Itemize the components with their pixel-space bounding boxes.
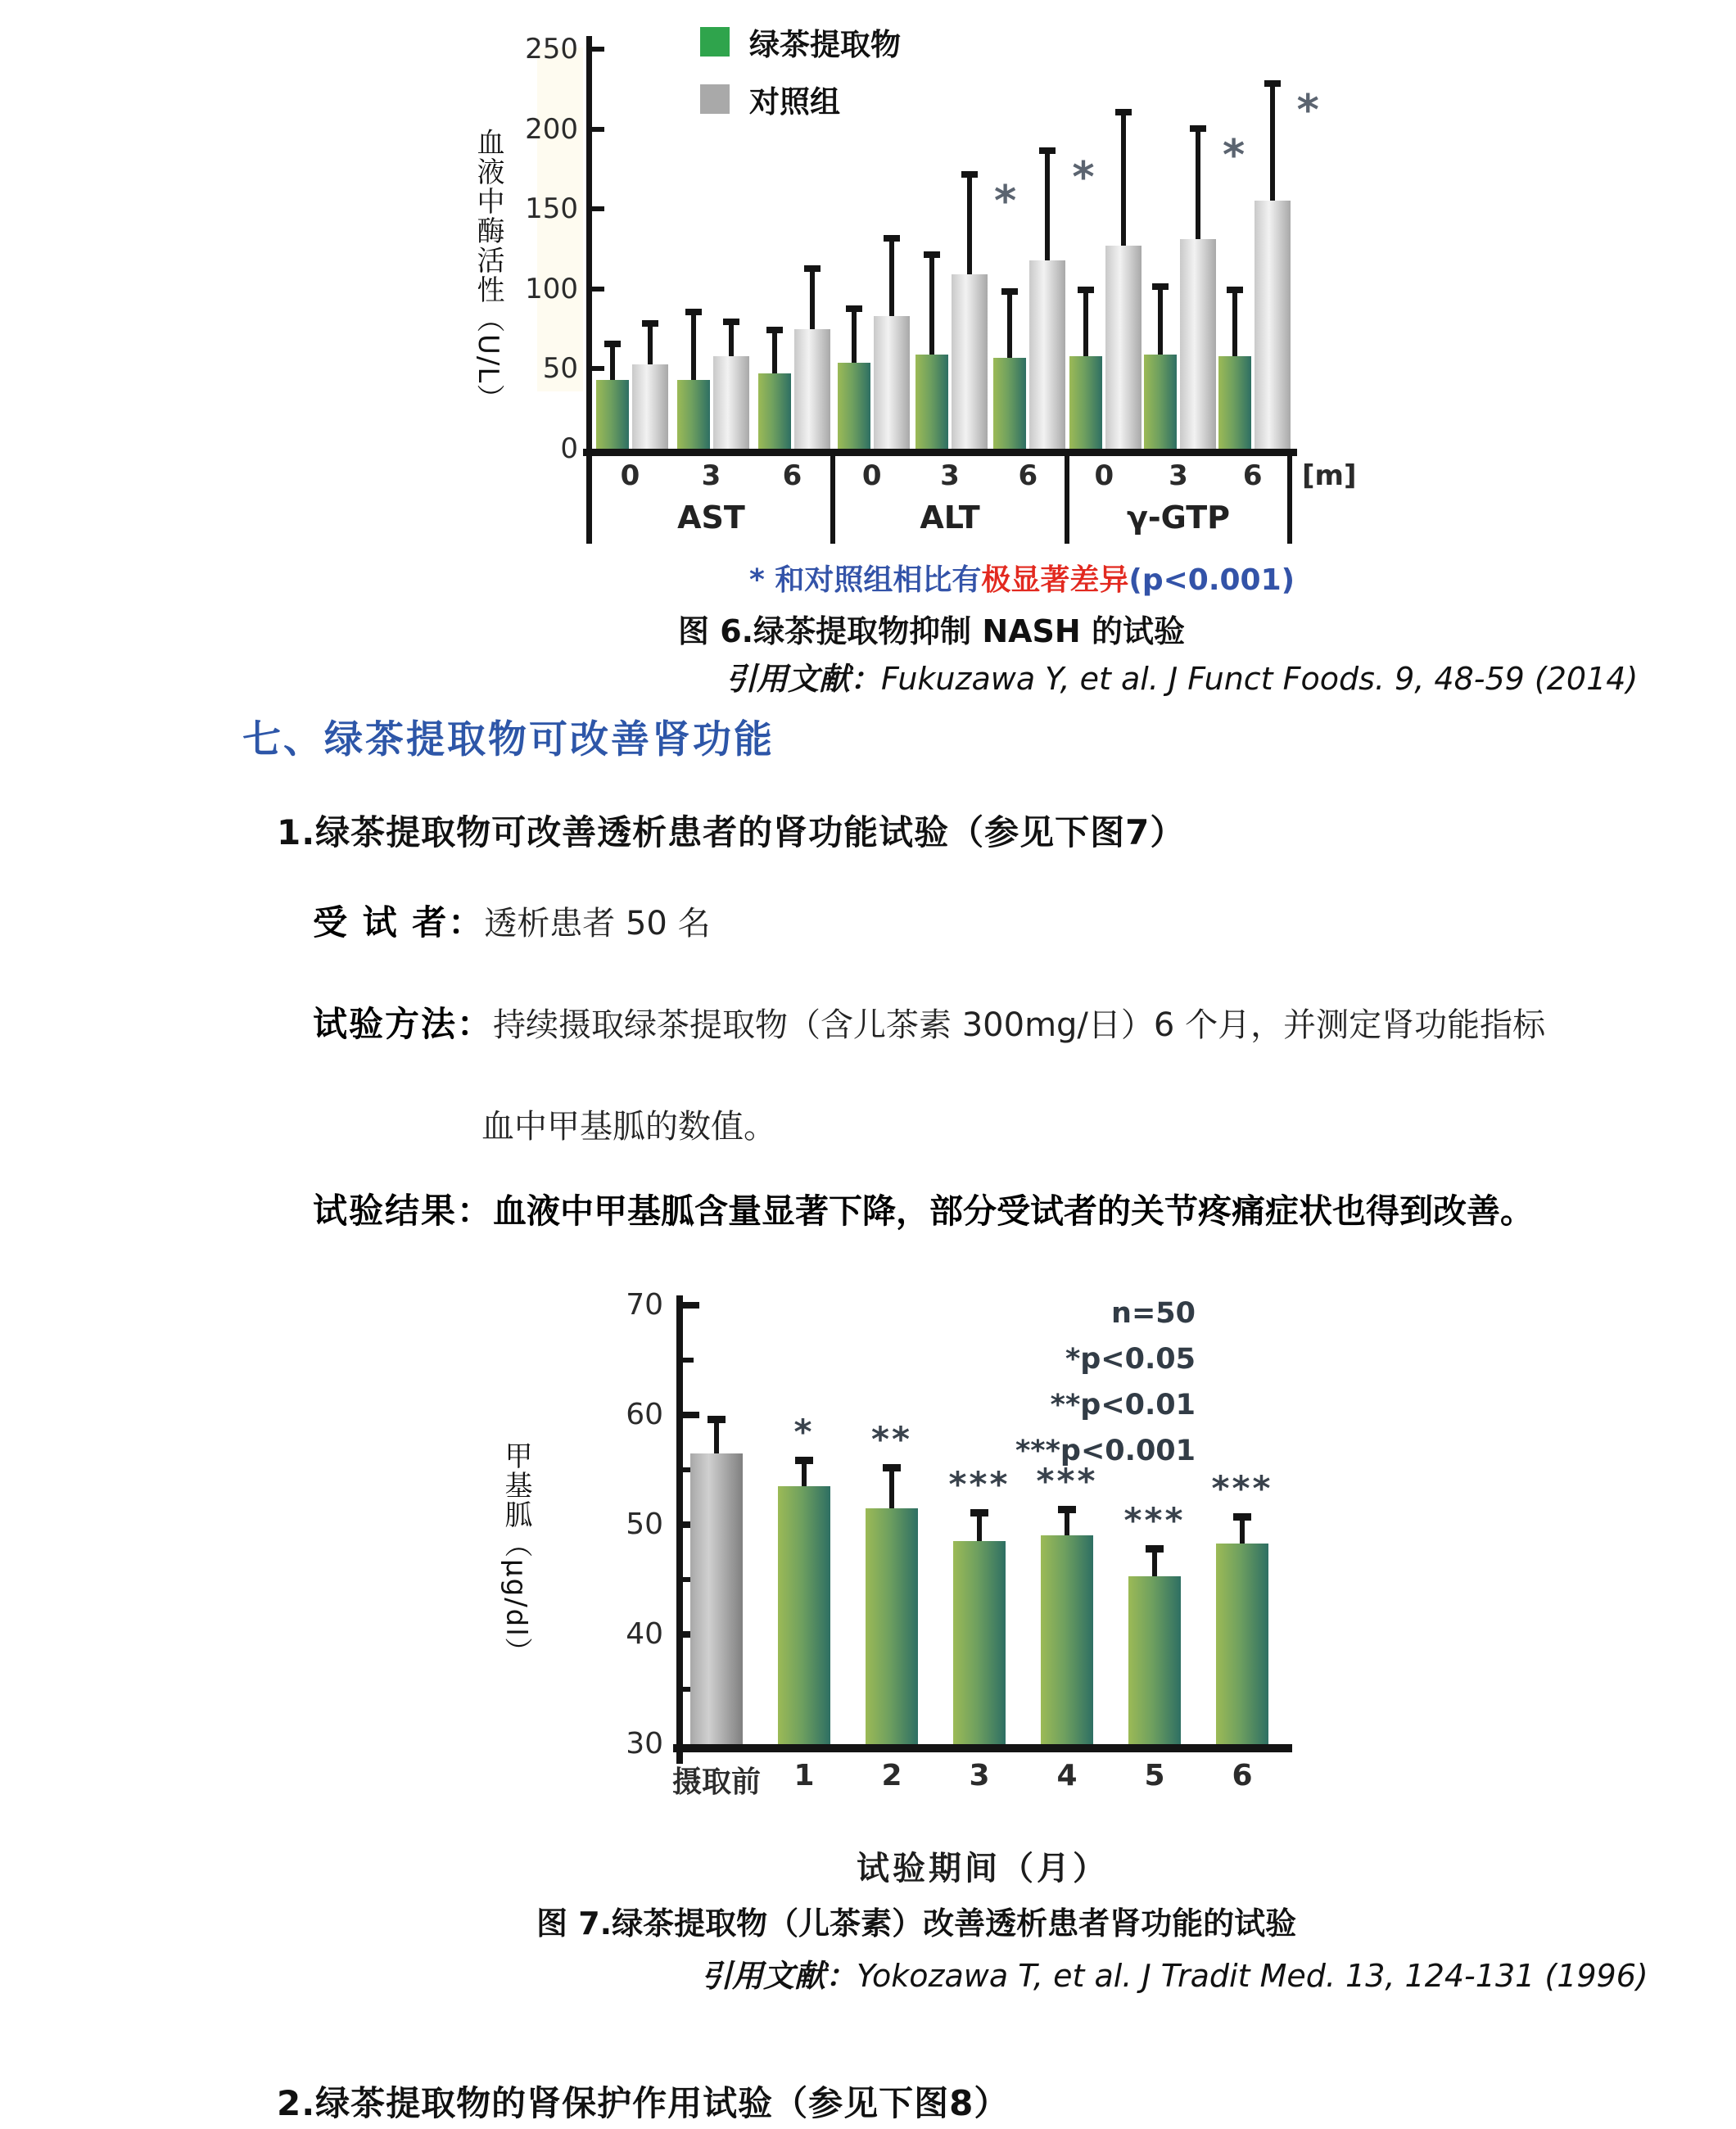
bar-month-4	[1041, 1535, 1093, 1744]
figure6-citation	[726, 653, 1638, 698]
error-bar-cap	[685, 309, 702, 315]
subjects-label: 受 试 者：	[313, 902, 485, 942]
group-label: γ-GTP	[1127, 499, 1230, 536]
error-bar-cap	[1227, 287, 1243, 293]
error-bar-cap	[1039, 147, 1056, 154]
bar-control	[1105, 246, 1142, 449]
month-tick-label: 3	[701, 459, 721, 492]
y-tick	[592, 127, 604, 132]
citation-text: Fukuzawa Y, et al. J Funct Foods. 9, 48-59 (2014)	[881, 661, 1639, 697]
month-tick-label: 3	[940, 459, 960, 492]
x-tick-label: 1	[793, 1759, 815, 1792]
method-value: 持续摄取绿茶提取物（含儿茶素 300mg/日）6 个月，并测定肾功能指标	[493, 1006, 1546, 1044]
error-bar-line	[1083, 289, 1088, 356]
bar-control	[794, 329, 830, 449]
y-tick-major	[683, 1302, 699, 1309]
error-bar-cap	[1115, 109, 1132, 115]
month-tick-label: 3	[1169, 459, 1188, 492]
significance-asterisks: ***	[1123, 1500, 1186, 1541]
y-tick-label: 150	[525, 192, 578, 226]
significance-asterisks: ***	[1211, 1468, 1273, 1509]
y-tick-label: 70	[626, 1288, 663, 1322]
y-tick-label: 200	[525, 112, 578, 146]
annotation-n: n=50	[1111, 1297, 1196, 1330]
error-bar-cap	[604, 341, 621, 347]
error-bar-line	[1158, 286, 1163, 355]
group-label: ALT	[920, 499, 980, 536]
month-tick-label: 0	[861, 459, 882, 492]
y-tick-label: 50	[626, 1507, 663, 1541]
error-bar-line	[1196, 128, 1200, 240]
figure6-chart	[459, 15, 1357, 555]
figure6-significance-note: * 和对照组相比有极显著差异(p<0.001)	[749, 563, 1295, 597]
bar-green-tea	[1218, 356, 1251, 449]
trial2-title: 2.绿茶提取物的肾保护作用试验（参见下图8）	[277, 2083, 1010, 2123]
y-axis-line	[676, 1295, 683, 1764]
figure7-citation	[701, 1950, 1648, 1996]
significance-asterisk: *	[1072, 152, 1095, 202]
y-tick	[592, 47, 604, 52]
error-bar-line	[889, 237, 894, 316]
figure7-y-axis-label: 甲基胍（μg/dl）	[500, 1441, 532, 1667]
significance-asterisk: *	[1296, 85, 1319, 135]
month-tick-label: 0	[620, 459, 640, 492]
y-tick-label: 40	[626, 1617, 663, 1651]
method-label: 试验方法：	[313, 1004, 494, 1044]
error-bar-line	[1121, 111, 1126, 246]
legend-swatch-green	[700, 27, 730, 57]
subjects-value: 透析患者 50 名	[484, 905, 711, 942]
y-tick-label: 30	[626, 1727, 663, 1761]
x-tick-label: 3	[969, 1759, 990, 1792]
month-tick-label: 0	[1094, 459, 1114, 492]
error-bar-line	[967, 174, 972, 274]
error-bar-line	[729, 321, 734, 356]
figure7-caption: 图 7.绿茶提取物（儿茶素）改善透析患者肾功能的试验	[536, 1905, 1297, 1941]
error-bar-line	[1232, 289, 1237, 356]
bar-control	[1029, 260, 1065, 449]
error-bar-cap	[1190, 125, 1206, 132]
error-bar-cap	[708, 1416, 726, 1423]
y-tick-label: 0	[560, 432, 578, 465]
significance-asterisks: ***	[948, 1463, 1010, 1504]
legend-label: 对照组	[749, 84, 840, 120]
figure7-chart	[459, 1284, 1351, 1808]
significance-asterisks: *	[793, 1411, 815, 1452]
bar-month-2	[866, 1508, 918, 1744]
significance-asterisks: ***	[1036, 1460, 1098, 1501]
y-axis-line	[586, 36, 592, 544]
method-line	[313, 997, 1545, 1046]
bar-green-tea	[758, 373, 791, 449]
error-bar-cap	[884, 235, 900, 242]
bar-control	[632, 364, 668, 449]
bar-green-tea	[993, 358, 1026, 449]
y-tick	[592, 366, 604, 371]
y-tick-minor	[683, 1358, 694, 1363]
error-bar-cap	[642, 320, 658, 327]
bar-month-3	[953, 1541, 1006, 1744]
significance-asterisk: *	[994, 177, 1017, 227]
bar-green-tea	[1144, 355, 1177, 449]
error-bar-cap	[1001, 288, 1018, 295]
legend-swatch-gray	[700, 84, 730, 114]
citation-label: 引用文献：	[726, 661, 882, 697]
annotation-p005: *p<0.05	[1065, 1343, 1196, 1376]
x-tick-label: 4	[1056, 1759, 1078, 1792]
error-bar-cap	[1233, 1513, 1251, 1521]
month-tick-label: 6	[782, 459, 802, 492]
month-tick-label: 6	[1242, 459, 1263, 492]
legend-label: 绿茶提取物	[749, 27, 901, 62]
significance-asterisks: **	[871, 1418, 912, 1459]
bar-month-1	[778, 1486, 830, 1744]
y-tick-label: 250	[525, 33, 578, 66]
error-bar-cap	[924, 251, 940, 258]
error-bar-cap	[1264, 80, 1281, 87]
error-bar-line	[610, 343, 615, 380]
bar-green-tea	[1069, 356, 1102, 449]
x-axis-line	[583, 449, 1297, 456]
bar-month-5	[1128, 1576, 1181, 1744]
error-bar-cap	[1078, 287, 1094, 293]
error-bar-cap	[1152, 283, 1169, 290]
y-tick-label: 100	[525, 272, 578, 305]
error-bar-cap	[795, 1457, 813, 1464]
bar-month-6	[1216, 1544, 1268, 1744]
trial1-title: 1.绿茶提取物可改善透析患者的肾功能试验（参见下图7）	[277, 812, 1186, 852]
error-bar-line	[1045, 150, 1050, 260]
error-bar-line	[714, 1418, 719, 1453]
figure7-x-axis-title: 试验期间（月）	[857, 1850, 1109, 1887]
error-bar-line	[1270, 83, 1275, 201]
error-bar-line	[889, 1467, 894, 1508]
legend-item-control	[700, 77, 901, 121]
x-tick-label: 2	[881, 1759, 902, 1792]
result-label: 试验结果：	[313, 1191, 494, 1231]
figure6-y-axis-label: 血液中酶活性（U/L）	[472, 128, 504, 414]
annotation-p0001: ***p<0.001	[1015, 1435, 1196, 1467]
bar-control	[1255, 201, 1291, 449]
figure6-caption: 图 6.绿茶提取物抑制 NASH 的试验	[678, 613, 1185, 649]
error-bar-cap	[970, 1509, 988, 1517]
bar-before-intake	[690, 1453, 743, 1744]
x-tick-label: 5	[1144, 1759, 1165, 1792]
error-bar-line	[691, 311, 696, 380]
y-tick-label: 50	[542, 352, 578, 386]
x-axis-line	[673, 1744, 1292, 1752]
error-bar-cap	[804, 265, 821, 272]
y-tick-label: 60	[626, 1398, 663, 1431]
result-line	[313, 1184, 1534, 1233]
month-tick-label: 6	[1018, 459, 1038, 492]
error-bar-line	[648, 323, 653, 364]
citation-text: Yokozawa T, et al. J Tradit Med. 13, 124-131 (1996)	[857, 1958, 1648, 1994]
x-tick-label: 摄取前	[671, 1765, 761, 1799]
citation-label: 引用文献：	[701, 1958, 857, 1994]
legend-item-green-tea	[700, 20, 901, 64]
y-tick-major	[683, 1412, 699, 1418]
annotation-p001: **p<0.01	[1050, 1389, 1196, 1422]
error-bar-line	[1007, 291, 1012, 358]
bar-control	[713, 356, 749, 449]
figure6-legend	[700, 20, 901, 134]
error-bar-cap	[961, 171, 978, 178]
method-continuation: 血中甲基胍的数值。	[481, 1108, 776, 1146]
subjects-line	[313, 896, 711, 945]
error-bar-line	[852, 308, 857, 362]
y-tick	[592, 287, 604, 292]
error-bar-cap	[846, 305, 862, 312]
error-bar-line	[810, 268, 815, 328]
bar-green-tea	[596, 380, 629, 449]
asterisk-marker: *	[749, 563, 765, 597]
x-tick-label: 6	[1232, 1759, 1253, 1792]
error-bar-line	[929, 254, 934, 355]
significance-asterisk: *	[1223, 130, 1245, 180]
error-bar-cap	[723, 319, 739, 325]
bar-control	[1180, 239, 1216, 449]
section-heading: 七、绿茶提取物可改善肾功能	[242, 717, 775, 762]
error-bar-cap	[1058, 1506, 1076, 1513]
error-bar-cap	[766, 327, 783, 333]
group-label: AST	[677, 499, 745, 536]
y-tick	[592, 206, 604, 211]
unit-label: [m]	[1302, 459, 1357, 492]
error-bar-line	[772, 329, 777, 374]
bar-control	[874, 316, 910, 449]
result-value: 血液中甲基胍含量显著下降，部分受试者的关节疼痛症状也得到改善。	[493, 1191, 1535, 1231]
bar-control	[952, 274, 988, 449]
bar-green-tea	[838, 363, 870, 449]
error-bar-cap	[883, 1464, 901, 1471]
bar-green-tea	[677, 380, 710, 449]
bar-green-tea	[915, 355, 948, 449]
error-bar-cap	[1146, 1545, 1164, 1553]
